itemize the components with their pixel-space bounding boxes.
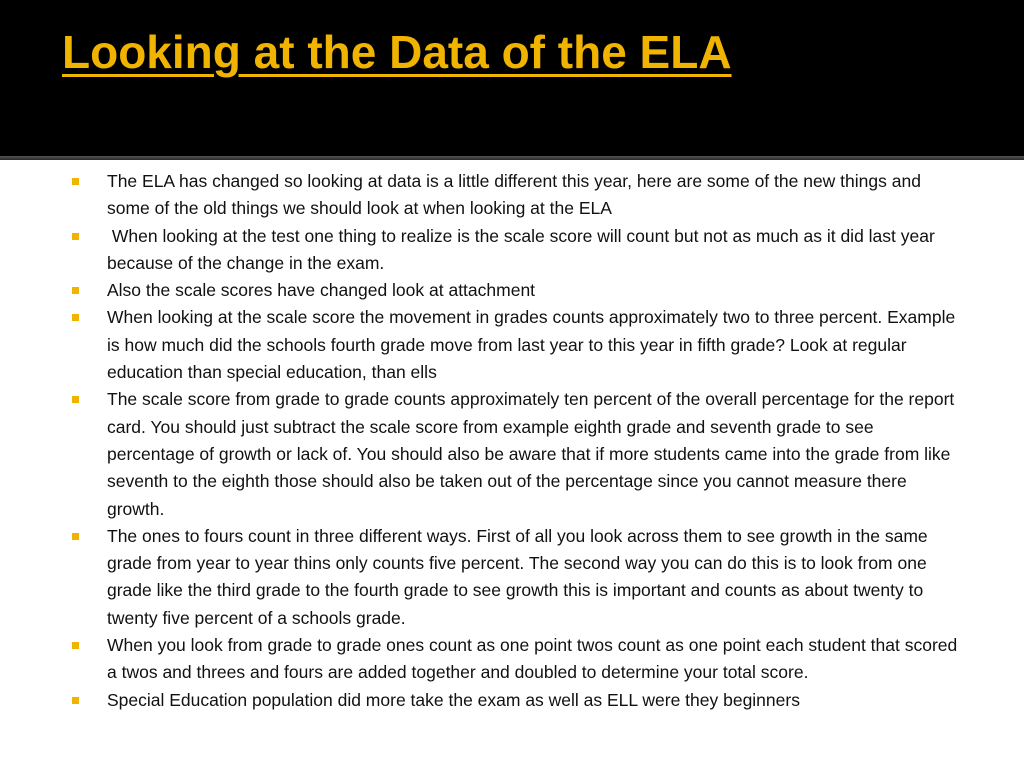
square-bullet-icon bbox=[72, 314, 79, 321]
square-bullet-icon bbox=[72, 697, 79, 704]
square-bullet-icon bbox=[72, 287, 79, 294]
bullet-item bbox=[72, 632, 962, 687]
bullet-item bbox=[72, 687, 962, 714]
bullet-item bbox=[72, 304, 962, 386]
bullet-text: The ELA has changed so looking at data is a little different this year, here are some of the new things and some of the old things we should look at when looking at the ELA bbox=[107, 171, 921, 219]
slide-title: Looking at the Data of the ELA bbox=[62, 26, 732, 78]
square-bullet-icon bbox=[72, 396, 79, 403]
bullet-item bbox=[72, 523, 962, 632]
bullet-text: The ones to fours count in three different ways. First of all you look across them to see growth in the same grade from year to year thins only counts five percent. The second way you can do this is to look from one grade like the third grade to the fourth grade to see growth this is important and counts as about twenty to twenty five percent of a schools grade. bbox=[107, 525, 928, 628]
square-bullet-icon bbox=[72, 642, 79, 649]
square-bullet-icon bbox=[72, 178, 79, 185]
bullet-item bbox=[72, 386, 962, 522]
title-bar bbox=[0, 0, 1024, 158]
bullet-list bbox=[72, 168, 962, 714]
bullet-item bbox=[72, 168, 962, 223]
square-bullet-icon bbox=[72, 533, 79, 540]
bullet-text: When you look from grade to grade ones count as one point twos count as one point each student that scored a twos and threes and fours are added together and doubled to determine your total score. bbox=[107, 635, 958, 683]
bullet-text: Also the scale scores have changed look at attachment bbox=[107, 280, 536, 301]
content-panel bbox=[0, 160, 1024, 768]
bullet-text: The scale score from grade to grade counts approximately ten percent of the overall percentage for the report card. You should just subtract the scale score from example eighth grade and seventh grade to see percentage of growth or lack of. You should also be aware that if more students came into the grade from like seventh to the eighth those should also be taken out of the percentage since you cannot measure there growth. bbox=[107, 389, 955, 519]
bullet-item bbox=[72, 223, 962, 278]
bullet-text: Special Education population did more take the exam as well as ELL were they beginners bbox=[107, 689, 800, 710]
square-bullet-icon bbox=[72, 233, 79, 240]
bullet-text: When looking at the scale score the movement in grades counts approximately two to three percent. Example is how much did the schools fourth grade move from last year to this year in fifth grade? Look at regular education than special education, than ells bbox=[107, 307, 956, 383]
bullet-item bbox=[72, 277, 962, 304]
bullet-text: When looking at the test one thing to realize is the scale score will count but not as much as it did last year because of the change in the exam. bbox=[107, 225, 935, 273]
